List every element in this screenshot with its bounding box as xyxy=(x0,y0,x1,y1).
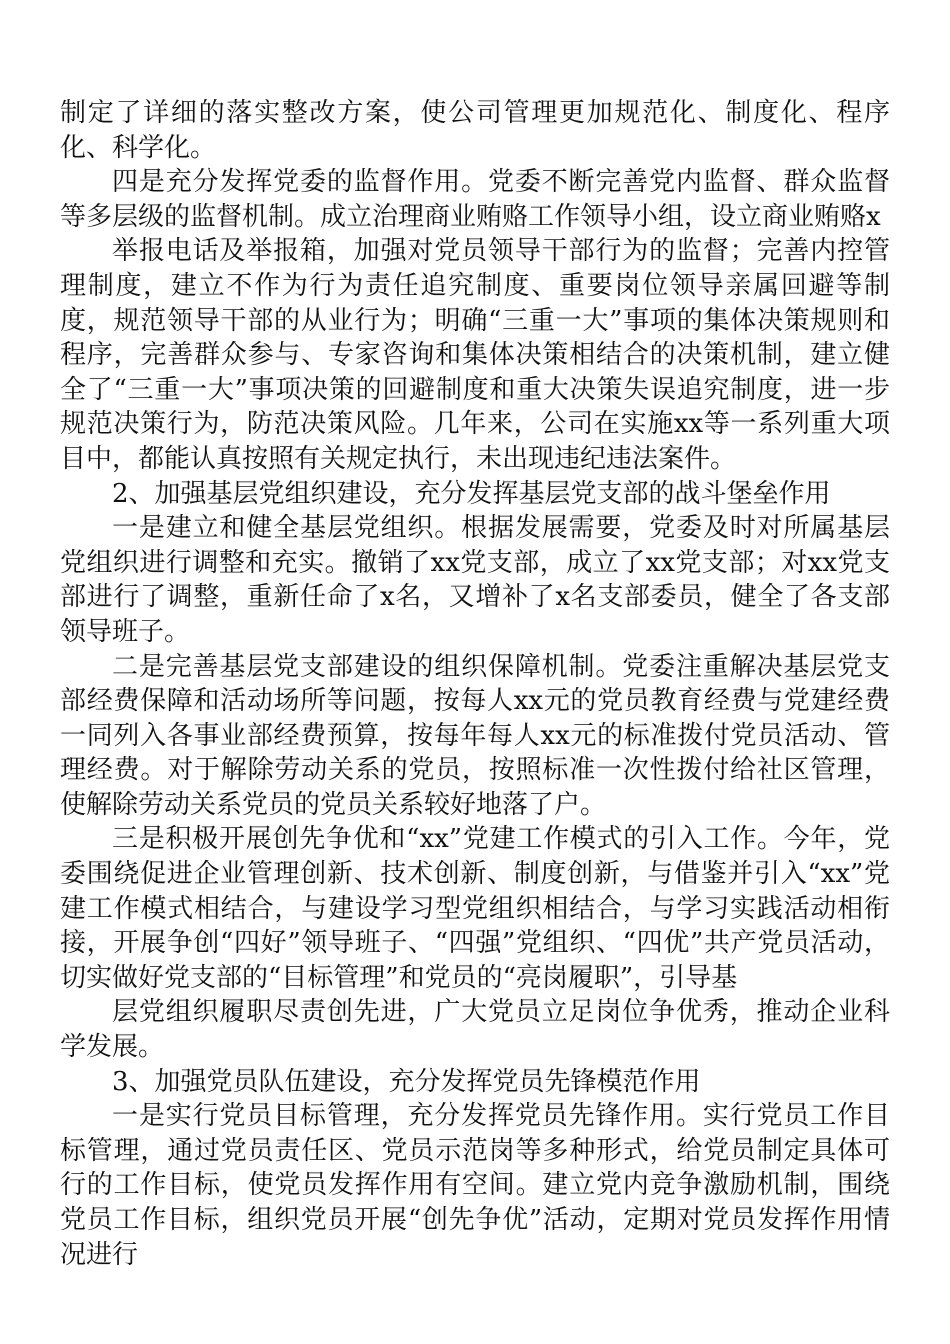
paragraph-1: 制定了详细的落实整改方案，使公司管理更加规范化、制度化、程序化、科学化。 xyxy=(60,98,890,163)
paragraph-8: 层党组织履职尽责创先进，广大党员立足岗位争优秀，推动企业科学发展。 xyxy=(60,997,890,1063)
paragraph-3: 举报电话及举报箱，加强对党员领导干部行为的监督；完善内控管理制度，建立不作为行为责任追究制度、重要岗位领导亲属回避等制度，规范领导干部的从业行为；明确“三重一大”事项的集体决策规则和程序，完善群众参与、专家咨询和集体决策相结合的决策机制，建立健全了“三重一大”事项决策的回避制度和重大决策失误追究制度，进一步规范决策行为，防范决策风险。几年来，公司在实施xx等一系列重大项目中，都能认真按照有关规定执行，未出现违纪违法案件。 xyxy=(60,236,890,474)
paragraph-2: 四是充分发挥党委的监督作用。党委不断完善党内监督、群众监督等多层级的监督机制。成立治理商业贿赂工作领导小组，设立商业贿赂x xyxy=(60,167,890,232)
document-page xyxy=(60,96,890,1272)
section-heading-2: 2、加强基层党组织建设，充分发挥基层党支部的战斗堡垒作用 xyxy=(112,478,831,509)
paragraph-10: 一是实行党员目标管理，充分发挥党员先锋作用。实行党员工作目标管理，通过党员责任区、党员示范岗等多种形式，给党员制定具体可行的工作目标，使党员发挥作用有空间。建立党内竞争激励机制，围绕党员工作目标，组织党员开展“创先争优”活动，定期对党员发挥作用情况进行 xyxy=(60,1101,890,1270)
paragraph-5: 一是建立和健全基层党组织。根据发展需要，党委及时对所属基层党组织进行调整和充实。撤销了xx党支部，成立了xx党支部；对xx党支部进行了调整，重新任命了x名，又增补了x名支部委员，健全了各支部领导班子。 xyxy=(60,513,890,647)
section-heading-3: 3、加强党员队伍建设，充分发挥党员先锋模范作用 xyxy=(112,1066,701,1097)
paragraph-7: 三是积极开展创先争优和“xx”党建工作模式的引入工作。今年，党委围绕促进企业管理创新、技术创新、制度创新，与借鉴并引入“xx”党建工作模式相结合，与建设学习型党组织相结合，与学习实践活动相衔接，开展争创“四好”领导班子、“四强”党组织、“四优”共产党员活动，切实做好党支部的“目标管理”和党员的“亮岗履职”，引导基 xyxy=(60,824,890,993)
paragraph-6: 二是完善基层党支部建设的组织保障机制。党委注重解决基层党支部经费保障和活动场所等问题，按每人xx元的党员教育经费与党建经费一同列入各事业部经费预算，按每年每人xx元的标准拨付党员活动、管理经费。对于解除劳动关系的党员，按照标准一次性拨付给社区管理，使解除劳动关系党员的党员关系较好地落了户。 xyxy=(60,651,890,820)
